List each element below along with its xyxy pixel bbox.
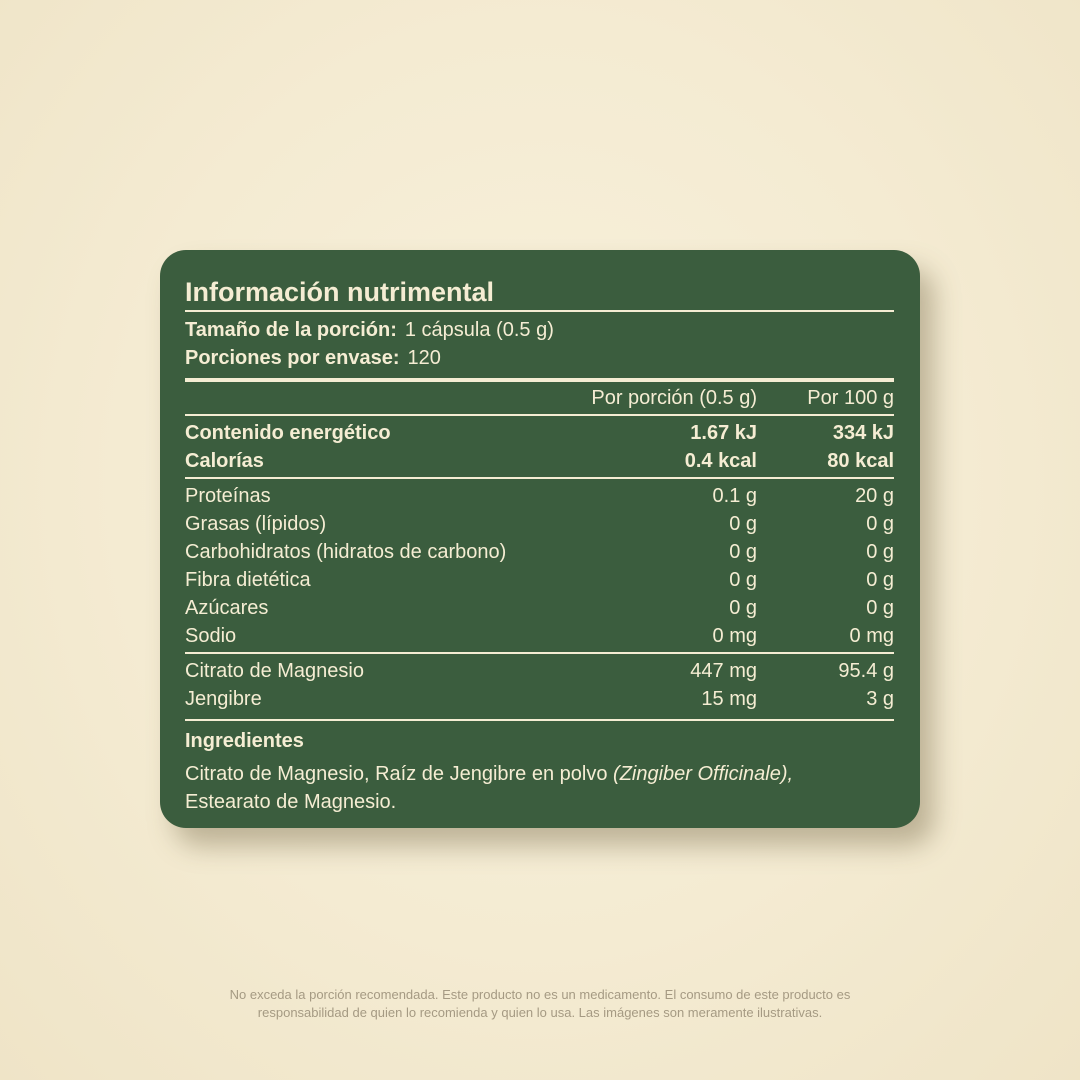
row-name: Calorías <box>185 450 264 472</box>
table-row <box>185 482 894 510</box>
nutrition-facts-card <box>160 250 920 828</box>
ingredients-text-part1: Citrato de Magnesio, Raíz de Jengibre en polvo <box>185 763 614 785</box>
ingredients-scientific-name: (Zingiber Officinale), <box>613 763 794 785</box>
ingredients-section <box>185 721 894 816</box>
serving-info <box>185 312 894 382</box>
column-header-per-100g: Por 100 g <box>807 387 894 409</box>
active-ingredients-section <box>185 654 894 721</box>
ingredients-title: Ingredientes <box>185 730 304 752</box>
nutrients-section <box>185 479 894 654</box>
energy-section <box>185 416 894 479</box>
table-row <box>185 622 894 650</box>
row-per-serving: 0 mg <box>712 625 757 647</box>
table-row <box>185 419 894 447</box>
row-per-100g: 334 kJ <box>832 422 894 444</box>
disclaimer <box>0 986 1080 1022</box>
row-per-100g: 95.4 g <box>838 660 894 682</box>
row-per-100g: 0 g <box>866 597 894 619</box>
row-name: Azúcares <box>185 597 269 619</box>
row-name: Contenido energético <box>185 422 391 444</box>
table-row <box>185 657 894 685</box>
table-row <box>185 685 894 713</box>
row-name: Proteínas <box>185 485 271 507</box>
row-per-100g: 3 g <box>866 688 894 710</box>
table-row <box>185 566 894 594</box>
row-per-serving: 0 g <box>729 541 757 563</box>
row-per-serving: 15 mg <box>701 688 757 710</box>
row-name: Carbohidratos (hidratos de carbono) <box>185 541 507 563</box>
row-per-serving: 0.1 g <box>712 485 757 507</box>
servings-value: 120 <box>407 347 441 369</box>
table-row <box>185 510 894 538</box>
nutrition-title: Información nutrimental <box>185 276 894 312</box>
row-per-serving: 0 g <box>729 513 757 535</box>
row-name: Jengibre <box>185 688 262 710</box>
row-name: Sodio <box>185 625 237 647</box>
table-row <box>185 538 894 566</box>
ingredients-text-part2: Estearato de Magnesio. <box>185 791 397 813</box>
row-per-serving: 0 g <box>729 569 757 591</box>
serving-size-label: Tamaño de la porción: <box>185 319 397 341</box>
row-per-serving: 0.4 kcal <box>684 450 757 472</box>
column-header-per-serving: Por porción (0.5 g) <box>591 387 757 409</box>
disclaimer-line-1: No exceda la porción recomendada. Este producto no es un medicamento. El consumo de este producto es <box>229 987 851 1002</box>
row-per-100g: 0 g <box>866 541 894 563</box>
row-per-serving: 0 g <box>729 597 757 619</box>
ingredients-text <box>185 760 894 816</box>
row-per-100g: 80 kcal <box>827 450 894 472</box>
column-header-blank <box>185 384 537 412</box>
servings-label: Porciones por envase: <box>185 347 400 369</box>
serving-size-value: 1 cápsula (0.5 g) <box>404 319 554 341</box>
row-per-100g: 0 g <box>866 569 894 591</box>
column-header-row <box>185 382 894 416</box>
servings-per-container-row <box>185 344 894 372</box>
row-per-serving: 447 mg <box>690 660 757 682</box>
row-per-100g: 0 g <box>866 513 894 535</box>
row-per-serving: 1.67 kJ <box>690 422 757 444</box>
row-name: Fibra dietética <box>185 569 311 591</box>
row-name: Citrato de Magnesio <box>185 660 364 682</box>
serving-size-row <box>185 316 894 344</box>
table-row <box>185 594 894 622</box>
row-per-100g: 0 mg <box>849 625 894 647</box>
row-name: Grasas (lípidos) <box>185 513 327 535</box>
disclaimer-line-2: responsabilidad de quien lo recomienda y quien lo usa. Las imágenes son meramente ilustrativas. <box>257 1005 823 1020</box>
row-per-100g: 20 g <box>855 485 894 507</box>
table-row <box>185 447 894 475</box>
